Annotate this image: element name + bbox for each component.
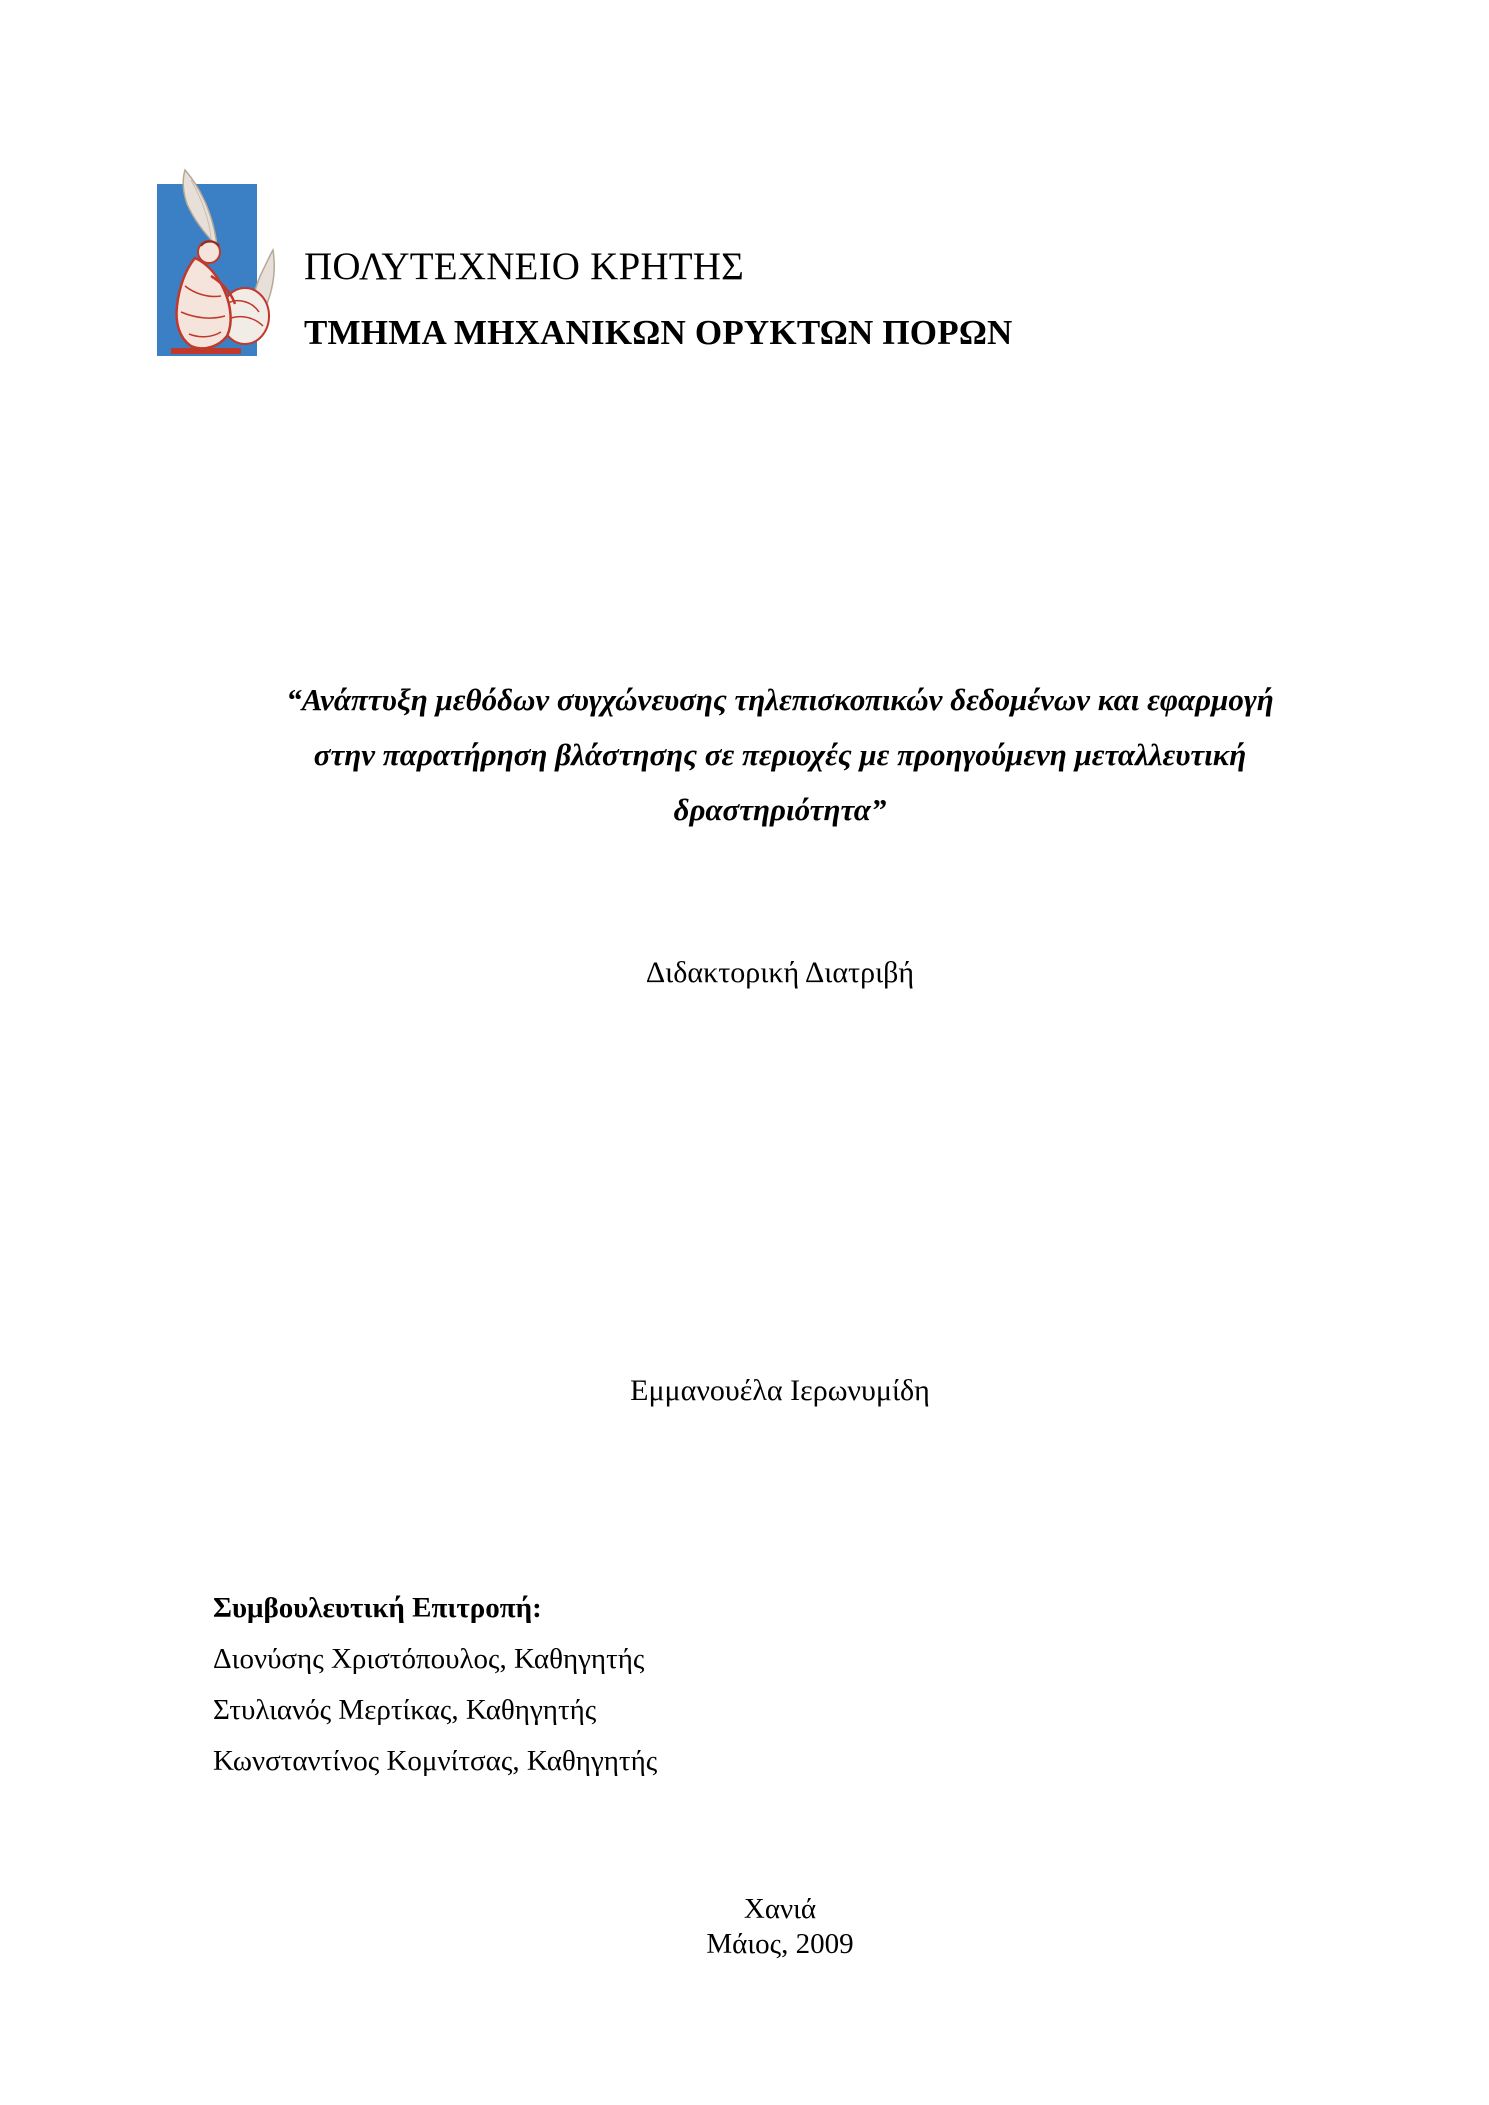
committee-member: Στυλιανός Μερτίκας, Καθηγητής: [213, 1694, 597, 1726]
thesis-title-line: στην παρατήρηση βλάστησης σε περιοχές με προηγούμενη μεταλλευτική: [313, 737, 1247, 772]
document-type: Διδακτορική Διατριβή: [645, 956, 915, 989]
place: Χανιά: [743, 1893, 817, 1925]
advisory-committee: [213, 1583, 657, 1787]
university-seal-icon: [155, 166, 280, 359]
thesis-title-line: “Ανάπτυξη μεθόδων συγχώνευσης τηλεπισκοπικών δεδομένων και εφαρμογή: [286, 682, 1274, 717]
date: Μάιος, 2009: [706, 1928, 854, 1960]
institution-name: ΠΟΛΥΤΕΧΝΕΙΟ ΚΡΗΤΗΣ: [304, 245, 744, 288]
committee-member: Κωνσταντίνος Κομνίτσας, Καθηγητής: [213, 1745, 658, 1777]
thesis-title: [200, 672, 1360, 837]
place-and-date: [0, 1892, 1489, 1962]
author-name: Εμμανουέλα Ιερωνυμίδη: [630, 1374, 930, 1407]
department-name: ΤΜΗΜΑ ΜΗΧΑΝΙΚΩΝ ΟΡΥΚΤΩΝ ΠΟΡΩΝ: [304, 313, 1013, 352]
committee-member: Διονύσης Χριστόπουλος, Καθηγητής: [213, 1643, 645, 1675]
thesis-title-line: δραστηριότητα”: [673, 792, 887, 827]
committee-heading: Συμβουλευτική Επιτροπή:: [213, 1592, 542, 1624]
